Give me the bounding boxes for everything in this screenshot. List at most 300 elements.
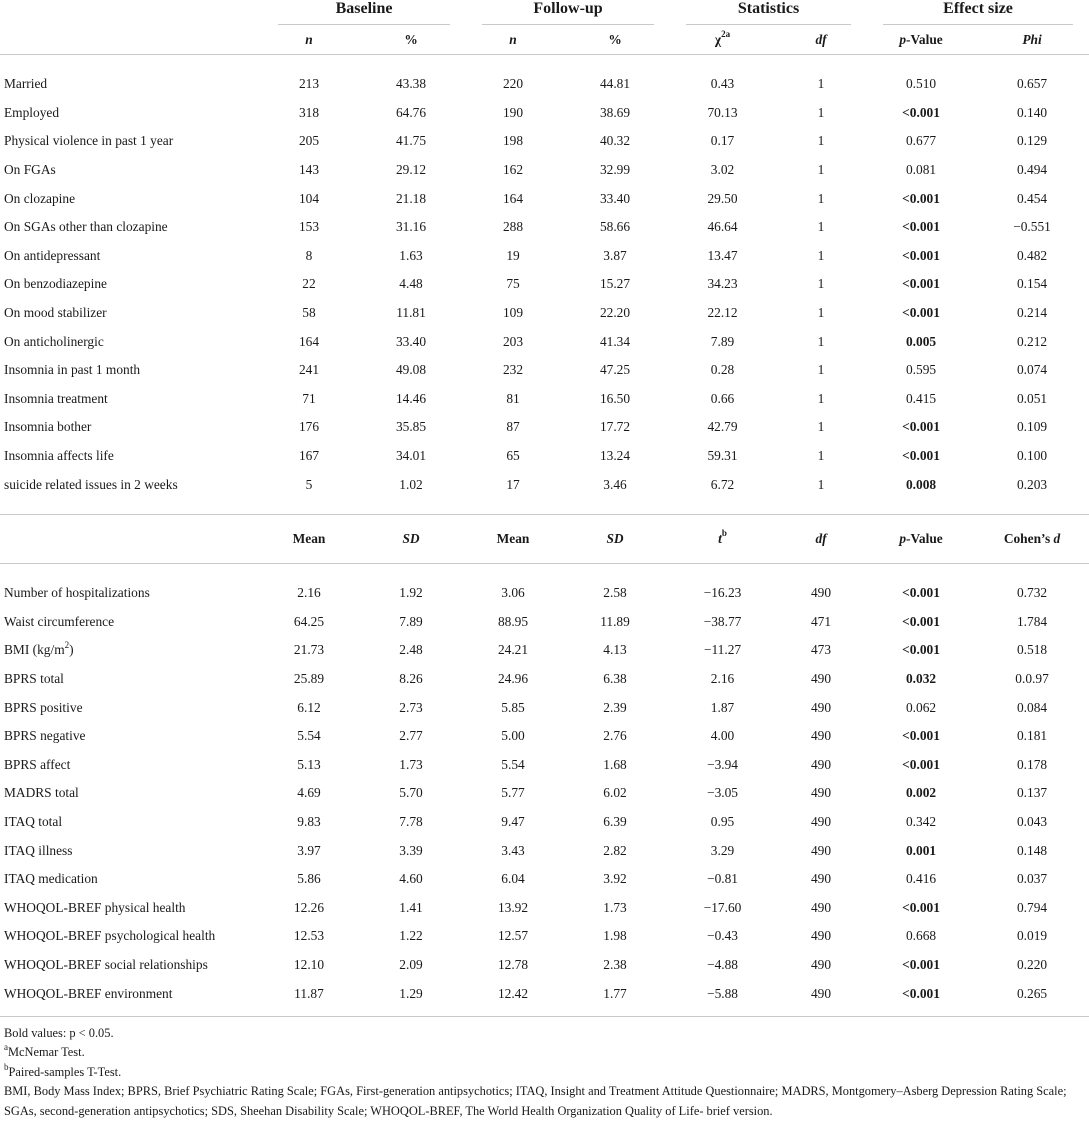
followup-pct: 32.99 — [599, 162, 631, 178]
chi-square-value: 0.17 — [710, 133, 735, 149]
phi-value: 0.203 — [1016, 476, 1048, 492]
p-value: <0.001 — [902, 219, 940, 235]
p-value: <0.001 — [902, 585, 940, 601]
row-label: On clozapine — [4, 190, 76, 206]
p-value: 0.001 — [905, 842, 937, 858]
p-value: <0.001 — [902, 985, 940, 1001]
t-value: 4.00 — [710, 728, 735, 744]
chi-square-value: 7.89 — [710, 333, 735, 349]
followup-mean: 24.96 — [497, 670, 529, 686]
phi-value: 0.109 — [1016, 419, 1048, 435]
group-statistics: Statistics — [670, 0, 867, 25]
row-label: BPRS affect — [4, 756, 71, 772]
chi-square-value: 22.12 — [707, 305, 738, 321]
followup-n: 162 — [502, 162, 524, 178]
row-label: Insomnia in past 1 month — [4, 362, 141, 378]
chi-square-value: 70.13 — [707, 104, 738, 120]
row-label: On benzodiazepine — [4, 276, 107, 292]
followup-sd: 6.38 — [603, 670, 627, 686]
phi-value: 0.154 — [1016, 276, 1048, 292]
followup-mean: 88.95 — [497, 613, 529, 629]
baseline-mean: 5.54 — [297, 728, 321, 744]
baseline-n: 318 — [298, 104, 320, 120]
df-value: 1 — [817, 448, 825, 464]
df-value: 1 — [817, 104, 825, 120]
phi-value: 0.454 — [1016, 190, 1048, 206]
baseline-n: 213 — [298, 76, 320, 92]
p-value: 0.415 — [905, 390, 937, 406]
df-value: 1 — [817, 76, 825, 92]
table-row — [0, 750, 1089, 779]
phi-value: 0.140 — [1016, 104, 1048, 120]
table-row — [0, 608, 1089, 637]
row-label: BPRS positive — [4, 699, 83, 715]
col-baseline-pct: % — [404, 31, 418, 47]
categorical-rows — [0, 70, 1089, 499]
df-value: 1 — [817, 133, 825, 149]
table-row — [0, 213, 1089, 242]
followup-pct: 40.32 — [599, 133, 631, 149]
table-row — [0, 413, 1089, 442]
subheader-row-continuous — [0, 514, 1089, 563]
baseline-sd: 8.26 — [399, 670, 423, 686]
baseline-mean: 6.12 — [297, 699, 321, 715]
followup-sd: 11.89 — [600, 613, 630, 629]
phi-value: 0.657 — [1016, 76, 1048, 92]
baseline-pct: 1.63 — [399, 247, 423, 263]
p-value: <0.001 — [902, 419, 940, 435]
baseline-sd: 4.60 — [399, 871, 423, 887]
chi-square-value: 0.28 — [710, 362, 735, 378]
baseline-n: 143 — [298, 162, 320, 178]
subheader-row-categorical — [0, 25, 1089, 54]
phi-value: 0.212 — [1016, 333, 1048, 349]
baseline-n: 241 — [298, 362, 320, 378]
row-label: Insomnia affects life — [4, 448, 114, 464]
followup-n: 232 — [502, 362, 524, 378]
followup-sd: 4.13 — [603, 642, 627, 658]
baseline-sd: 7.89 — [399, 613, 423, 629]
baseline-mean: 5.13 — [297, 756, 321, 772]
p-value: 0.342 — [905, 813, 937, 829]
phi-value: 0.482 — [1016, 247, 1048, 263]
p-value: <0.001 — [902, 190, 940, 206]
followup-pct: 3.46 — [603, 476, 627, 492]
df-value: 1 — [817, 333, 825, 349]
followup-sd: 2.82 — [603, 842, 627, 858]
p-value: 0.008 — [905, 476, 937, 492]
baseline-pct: 29.12 — [395, 162, 427, 178]
p-value: <0.001 — [902, 104, 940, 120]
footnote-bold: Bold values: p < 0.05. — [4, 1025, 114, 1040]
baseline-n: 104 — [298, 190, 320, 206]
row-label: ITAQ total — [4, 813, 63, 829]
followup-pct: 16.50 — [599, 390, 631, 406]
baseline-sd: 5.70 — [399, 785, 423, 801]
df-value: 471 — [810, 613, 832, 629]
followup-n: 164 — [502, 190, 524, 206]
followup-sd: 2.76 — [603, 728, 627, 744]
followup-n: 203 — [502, 333, 524, 349]
cohens-d-value: 0.084 — [1016, 699, 1048, 715]
baseline-sd: 2.48 — [399, 642, 423, 658]
t-value: −17.60 — [703, 899, 742, 915]
row-label: On anticholinergic — [4, 333, 104, 349]
followup-mean: 12.78 — [497, 956, 529, 972]
cohens-d-value: 0.037 — [1016, 871, 1048, 887]
followup-sd: 3.92 — [603, 871, 627, 887]
table-row — [0, 356, 1089, 385]
table-row — [0, 99, 1089, 128]
followup-mean: 5.85 — [501, 699, 525, 715]
baseline-n: 205 — [298, 133, 320, 149]
followup-n: 198 — [502, 133, 524, 149]
row-label: WHOQOL-BREF social relationships — [4, 956, 208, 972]
phi-value: −0.551 — [1013, 219, 1051, 235]
row-label: MADRS total — [4, 785, 79, 801]
phi-value: 0.214 — [1016, 305, 1048, 321]
table-row — [0, 156, 1089, 185]
followup-pct: 44.81 — [599, 76, 631, 92]
col-followup-pct: % — [608, 31, 622, 47]
row-label: WHOQOL-BREF environment — [4, 985, 173, 1001]
baseline-n: 8 — [305, 247, 313, 263]
df-value: 1 — [817, 276, 825, 292]
followup-pct: 33.40 — [599, 190, 631, 206]
row-label: WHOQOL-BREF psychological health — [4, 928, 216, 944]
baseline-pct: 31.16 — [395, 219, 427, 235]
table-footnotes — [0, 1016, 1089, 1122]
followup-n: 17 — [506, 476, 520, 492]
baseline-mean: 2.16 — [297, 585, 321, 601]
p-value: <0.001 — [902, 728, 940, 744]
followup-pct: 13.24 — [599, 448, 631, 464]
baseline-pct: 33.40 — [395, 333, 427, 349]
footnote-b: $^b$Paired-samples T-Test. — [4, 1061, 122, 1079]
baseline-mean: 4.69 — [297, 785, 321, 801]
t-value: −5.88 — [707, 985, 739, 1001]
t-value: −0.43 — [707, 928, 739, 944]
followup-pct: 41.34 — [599, 333, 631, 349]
table-row — [0, 579, 1089, 608]
followup-sd: 1.77 — [603, 985, 627, 1001]
followup-sd: 1.73 — [603, 899, 627, 915]
cohens-d-value: 0.178 — [1016, 756, 1048, 772]
cohens-d-value: 0.019 — [1016, 928, 1048, 944]
t-value: −3.05 — [707, 785, 739, 801]
baseline-n: 71 — [302, 390, 316, 406]
followup-n: 109 — [502, 305, 524, 321]
cohens-d-value: 0.794 — [1016, 899, 1048, 915]
row-label: Physical violence in past 1 year — [4, 133, 174, 149]
baseline-mean: 12.26 — [293, 899, 325, 915]
t-value: −11.27 — [703, 642, 742, 658]
p-value: 0.510 — [905, 76, 937, 92]
t-value: 2.16 — [710, 670, 735, 686]
table-row — [0, 470, 1089, 499]
row-label: On antidepressant — [4, 247, 101, 263]
table-row — [0, 693, 1089, 722]
row-label: BPRS total — [4, 670, 64, 686]
followup-pct: 38.69 — [599, 104, 631, 120]
followup-sd: 1.68 — [603, 756, 627, 772]
df-value: 490 — [810, 842, 832, 858]
table-row — [0, 779, 1089, 808]
col-p-value-2: p-Value — [867, 514, 975, 563]
baseline-mean: 3.97 — [297, 842, 321, 858]
table-row — [0, 442, 1089, 471]
row-label: Insomnia treatment — [4, 390, 108, 406]
followup-mean: 13.92 — [497, 899, 529, 915]
p-value: <0.001 — [902, 247, 940, 263]
p-value: 0.416 — [905, 871, 937, 887]
cohens-d-value: 0.181 — [1016, 728, 1048, 744]
baseline-n: 164 — [298, 333, 320, 349]
p-value: 0.062 — [905, 699, 937, 715]
cohens-d-value: 0.518 — [1016, 642, 1048, 658]
baseline-mean: 64.25 — [293, 613, 325, 629]
p-value: <0.001 — [902, 756, 940, 772]
row-label: Married — [4, 76, 48, 92]
chi-square-value: 42.79 — [707, 419, 738, 435]
baseline-n: 153 — [298, 219, 320, 235]
row-label: On SGAs other than clozapine — [4, 219, 168, 235]
followup-mean: 24.21 — [497, 642, 529, 658]
p-value: 0.032 — [905, 670, 937, 686]
p-value: <0.001 — [902, 899, 940, 915]
p-value: 0.668 — [905, 928, 937, 944]
followup-pct: 58.66 — [599, 219, 631, 235]
followup-n: 87 — [506, 419, 520, 435]
baseline-mean: 12.10 — [293, 956, 325, 972]
t-value: 0.95 — [710, 813, 735, 829]
baseline-n: 22 — [302, 276, 316, 292]
table-row — [0, 385, 1089, 414]
baseline-sd: 1.29 — [399, 985, 423, 1001]
baseline-mean: 25.89 — [293, 670, 325, 686]
baseline-pct: 41.75 — [395, 133, 427, 149]
table-row — [0, 636, 1089, 665]
followup-sd: 1.98 — [603, 928, 627, 944]
p-value: <0.001 — [902, 448, 940, 464]
baseline-mean: 11.87 — [294, 985, 324, 1001]
baseline-sd: 1.22 — [399, 928, 423, 944]
table-row — [0, 951, 1089, 980]
followup-mean: 3.43 — [501, 842, 525, 858]
followup-sd: 2.39 — [603, 699, 627, 715]
row-label: On mood stabilizer — [4, 305, 107, 321]
df-value: 490 — [810, 728, 832, 744]
baseline-sd: 1.41 — [399, 899, 423, 915]
table-row — [0, 893, 1089, 922]
df-value: 490 — [810, 899, 832, 915]
col-baseline-n: n — [305, 31, 313, 47]
df-value: 473 — [810, 642, 832, 658]
baseline-sd: 2.09 — [399, 956, 423, 972]
row-label: Insomnia bother — [4, 419, 92, 435]
chi-square-value: 46.64 — [707, 219, 738, 235]
t-value: 1.87 — [710, 699, 735, 715]
baseline-pct: 64.76 — [395, 104, 427, 120]
followup-pct: 22.20 — [599, 305, 631, 321]
followup-mean: 5.54 — [501, 756, 525, 772]
cohens-d-value: 0.265 — [1016, 985, 1048, 1001]
followup-pct: 15.27 — [599, 276, 631, 292]
phi-value: 0.129 — [1016, 133, 1048, 149]
group-header-row — [0, 0, 1089, 25]
followup-n: 19 — [506, 247, 520, 263]
col-followup-mean: Mean — [466, 514, 560, 563]
followup-pct: 47.25 — [599, 362, 631, 378]
row-label: Number of hospitalizations — [4, 585, 150, 601]
row-label: suicide related issues in 2 weeks — [4, 476, 178, 492]
followup-mean: 9.47 — [501, 813, 525, 829]
p-value: 0.595 — [905, 362, 937, 378]
col-cohens-d: Cohen’s d — [975, 514, 1089, 563]
p-value: <0.001 — [902, 305, 940, 321]
continuous-rows — [0, 579, 1089, 1008]
baseline-n: 58 — [302, 305, 316, 321]
phi-value: 0.100 — [1016, 448, 1048, 464]
df-value: 1 — [817, 190, 825, 206]
row-label: BPRS negative — [4, 728, 86, 744]
table-row — [0, 242, 1089, 271]
t-value: 3.29 — [710, 842, 735, 858]
df-value: 1 — [817, 247, 825, 263]
group-follow-up: Follow-up — [466, 0, 670, 25]
followup-mean: 3.06 — [501, 585, 525, 601]
p-value: <0.001 — [902, 613, 940, 629]
table-row — [0, 836, 1089, 865]
df-value: 1 — [817, 219, 825, 235]
row-label: Employed — [4, 104, 60, 120]
df-value: 490 — [810, 928, 832, 944]
footnote-a: $^a$McNemar Test. — [4, 1042, 85, 1060]
chi-square-value: 13.47 — [707, 247, 738, 263]
t-value: −16.23 — [703, 585, 742, 601]
baseline-pct: 4.48 — [399, 276, 423, 292]
chi-square-value: 0.66 — [710, 390, 735, 406]
col-baseline-sd: SD — [356, 514, 466, 563]
df-value: 1 — [817, 419, 825, 435]
table-row — [0, 270, 1089, 299]
baseline-sd: 1.92 — [399, 585, 423, 601]
group-baseline: Baseline — [262, 0, 466, 25]
baseline-pct: 14.46 — [395, 390, 427, 406]
table-row — [0, 327, 1089, 356]
t-value: −3.94 — [707, 756, 739, 772]
df-value: 1 — [817, 362, 825, 378]
baseline-sd: 1.73 — [399, 756, 423, 772]
chi-square-value: 29.50 — [707, 190, 738, 206]
df-value: 490 — [810, 871, 832, 887]
col-p-value: p-Value — [899, 31, 943, 47]
col-df-2: df — [775, 514, 867, 563]
df-value: 490 — [810, 756, 832, 772]
table-row — [0, 722, 1089, 751]
df-value: 1 — [817, 390, 825, 406]
baseline-n: 5 — [305, 476, 313, 492]
table-row — [0, 979, 1089, 1008]
baseline-mean: 21.73 — [293, 642, 325, 658]
col-t-stat: $t^b$ — [670, 514, 775, 563]
table-row — [0, 299, 1089, 328]
table-row — [0, 922, 1089, 951]
row-label: ITAQ illness — [4, 842, 73, 858]
df-value: 490 — [810, 813, 832, 829]
p-value: 0.677 — [905, 133, 937, 149]
row-label: Waist circumference — [4, 613, 115, 629]
table-row — [0, 808, 1089, 837]
baseline-pct: 34.01 — [395, 448, 427, 464]
cohens-d-value: 0.137 — [1016, 785, 1048, 801]
t-value: −38.77 — [703, 613, 742, 629]
footnote-abbreviations: BMI, Body Mass Index; BPRS, Brief Psychiatric Rating Scale; FGAs, First-generation antipsychotics; ITAQ, Insight and Treatment Attitude Questionnaire; MADRS, Montgomery–Asberg Depression Rating Scale; SGAs, second-generation antipsychotics; SDS, Sheehan Disability Scale; WHOQOL-BREF, The World Health Organization Quality of Life- brief version. — [4, 1084, 1067, 1118]
followup-sd: 2.38 — [603, 956, 627, 972]
followup-mean: 12.57 — [497, 928, 529, 944]
cohens-d-value: 0.0.97 — [1015, 670, 1049, 686]
df-value: 1 — [817, 305, 825, 321]
followup-sd: 2.58 — [603, 585, 627, 601]
chi-square-value: 0.43 — [710, 76, 735, 92]
cohens-d-value: 0.148 — [1016, 842, 1048, 858]
col-followup-n: n — [509, 31, 517, 47]
df-value: 490 — [810, 985, 832, 1001]
col-chi-square: $\chi^{2a}$ — [714, 29, 731, 47]
baseline-mean: 5.86 — [297, 871, 321, 887]
baseline-pct: 11.81 — [396, 305, 426, 321]
table-row — [0, 665, 1089, 694]
cohens-d-value: 1.784 — [1016, 613, 1048, 629]
phi-value: 0.494 — [1016, 162, 1048, 178]
chi-square-value: 34.23 — [707, 276, 738, 292]
baseline-pct: 21.18 — [395, 190, 427, 206]
followup-sd: 6.39 — [603, 813, 627, 829]
followup-n: 75 — [506, 276, 520, 292]
t-value: −4.88 — [707, 956, 739, 972]
chi-square-value: 59.31 — [707, 448, 738, 464]
baseline-n: 167 — [298, 448, 320, 464]
baseline-n: 176 — [298, 419, 320, 435]
row-label: BMI $(kg/m^2)$ — [4, 639, 74, 658]
baseline-sd: 3.39 — [399, 842, 423, 858]
baseline-sd: 2.77 — [399, 728, 423, 744]
followup-n: 81 — [506, 390, 520, 406]
col-df: df — [815, 31, 827, 47]
cohens-d-value: 0.220 — [1016, 956, 1048, 972]
p-value: <0.001 — [902, 956, 940, 972]
phi-value: 0.051 — [1016, 390, 1048, 406]
chi-square-value: 6.72 — [710, 476, 735, 492]
followup-mean: 5.00 — [501, 728, 525, 744]
p-value: 0.002 — [905, 785, 937, 801]
followup-n: 288 — [502, 219, 524, 235]
table-row — [0, 865, 1089, 894]
df-value: 490 — [810, 785, 832, 801]
t-value: −0.81 — [707, 871, 739, 887]
phi-value: 0.074 — [1016, 362, 1048, 378]
p-value: 0.005 — [905, 333, 937, 349]
table-row — [0, 70, 1089, 99]
df-value: 490 — [810, 585, 832, 601]
df-value: 490 — [810, 699, 832, 715]
followup-n: 190 — [502, 104, 524, 120]
baseline-pct: 49.08 — [395, 362, 427, 378]
df-value: 490 — [810, 670, 832, 686]
col-phi: Phi — [1022, 31, 1042, 47]
baseline-pct: 35.85 — [395, 419, 427, 435]
chi-square-value: 3.02 — [710, 162, 735, 178]
